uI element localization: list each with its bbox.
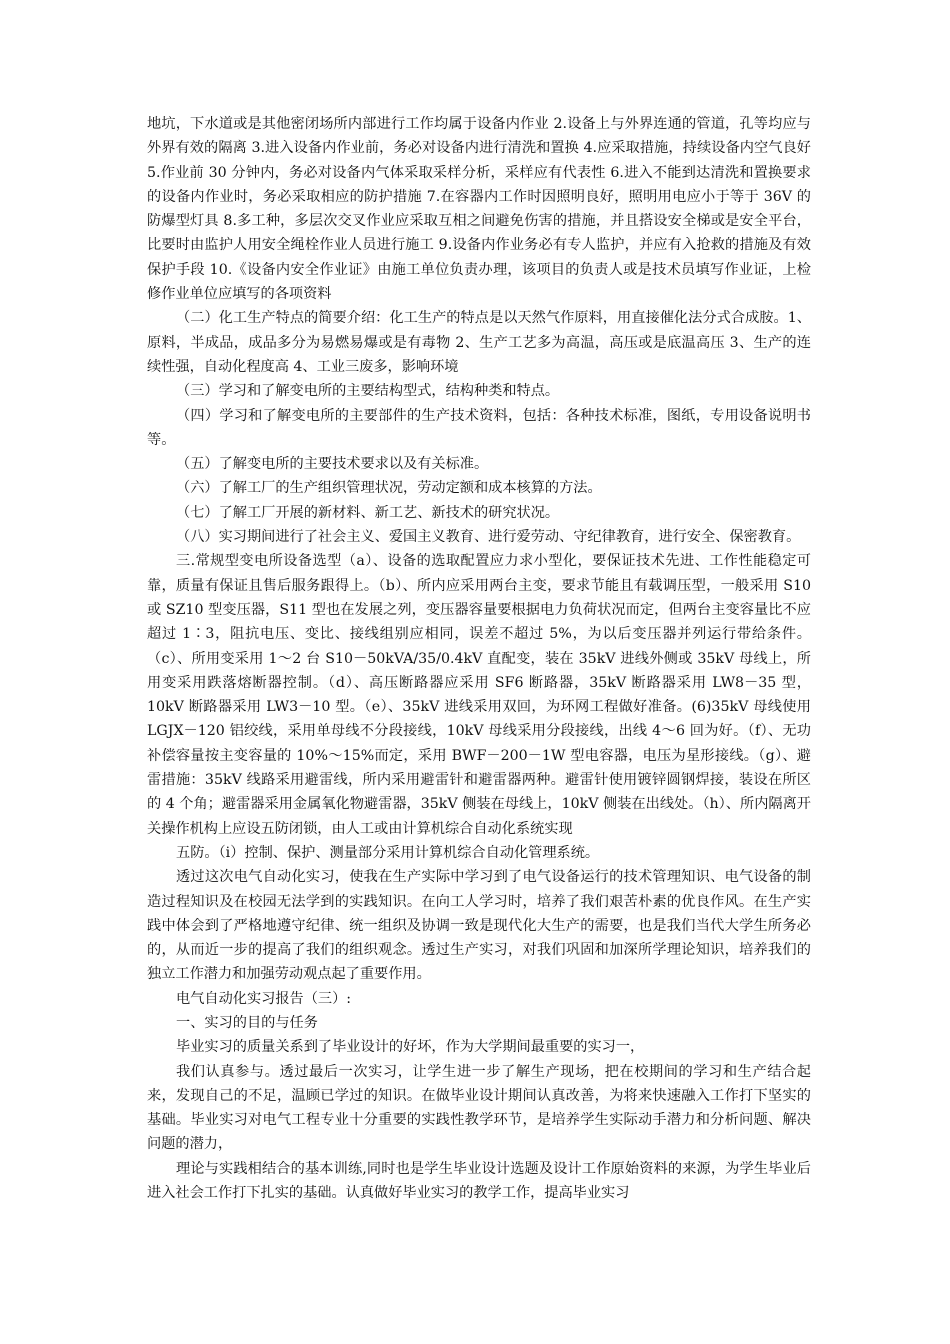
paragraph-chemical-production: （二）化工生产特点的简要介绍：化工生产的特点是以天然气作原料，用直接催化法分式合成胺。1、原料，半成品，成品多分为易燃易爆或是有毒物 2、生产工艺多为高温，高压或是底温高压 3、生产的连续性强，自动化程度高 4、工业三废多，影响环境 bbox=[147, 310, 811, 375]
paragraph-internship-summary: 透过这次电气自动化实习，使我在生产实际中学习到了电气设备运行的技术管理知识、电气设备的制造过程知识及在校园无法学到的实践知识。在向工人学习时，培养了我们艰苦朴素的优良作风。在生产实践中体会到了严格地遵守纪律、统一组织及协调一致是现代化大生产的需要，也是我们当代大学生所务必的，从而近一步的提高了我们的组织观念。透过生产实习，对我们巩固和加深所学理论知识，培养我们的独立工作潜力和加强劳动观点起了重要作用。 bbox=[147, 869, 811, 983]
paragraph-item-7: （七）了解工厂开展的新材料、新工艺、新技术的研究状况。 bbox=[176, 504, 560, 521]
paragraph-item-6: （六）了解工厂的生产组织管理状况，劳动定额和成本核算的方法。 bbox=[176, 480, 602, 497]
paragraph-five-prevention: 五防。（i）控制、保护、测量部分采用计算机综合自动化管理系统。 bbox=[176, 844, 600, 861]
paragraph-item-5: （五）了解变电所的主要技术要求以及有关标准。 bbox=[176, 456, 489, 473]
paragraph-item-4: （四）学习和了解变电所的主要部件的生产技术资料，包括：各种技术标准，图纸，专用设备说明书等。 bbox=[147, 407, 811, 448]
document-body bbox=[147, 112, 811, 1205]
paragraph-participation: 我们认真参与。透过最后一次实习，让学生进一步了解生产现场，把在校期间的学习和生产结合起来，发现自己的不足，温顾已学过的知识。在做毕业设计期间认真改善，为将来快速融入工作打下坚实的基础。毕业实习对电气工程专业十分重要的实践性教学环节，是培养学生实际动手潜力和分析问题、解决问题的潜力， bbox=[147, 1063, 811, 1153]
section-heading-report-3: 电气自动化实习报告（三）: bbox=[176, 990, 352, 1007]
paragraph-item-3: （三）学习和了解变电所的主要结构型式，结构种类和特点。 bbox=[176, 383, 560, 400]
paragraph-equipment-selection: 三.常规型变电所设备选型（a）、设备的选取配置应力求小型化，要保证技术先进、工作性能稳定可靠，质量有保证且售后服务跟得上。（b）、所内应采用两台主变，要求节能且有载调压型，一般采用 S10 或 SZ10 型变压器，S11 型也在发展之列，变压器容量要根据电力负荷状况而定，但两台主变容量比不应超过 1∶3，阻抗电压、变比、接线组别应相同，误差不超过 5%，为以后变压器并列运行带给条件。（c）、所用变采用 1～2 台 S10－50kVA/35/0.4kV 直配变，装在 35kV 进线外侧或 35kV 母线上，所用变采用跌落熔断器控制。（d）、高压断路器应采用 SF6 断路器，35kV 断路器采用 LW8－35 型，10kV 断路器采用 LW3－10 型。（e）、35kV 进线采用双回，为环网工程做好准备。(6)35kV 母线使用 LGJX－120 铝绞线，采用单母线不分段接线，10kV 母线采用分段接线，出线 4～6 回为好。（f）、无功补偿容量按主变容量的 10%～15%而定，采用 BWF－200－1W 型电容器，电压为星形接线。（g）、避雷措施：35kV 线路采用避雷线，所内采用避雷针和避雷器两种。避雷针使用镀锌圆钢焊接，装设在所区的 4 个角；避雷器采用金属氧化物避雷器，35kV 侧装在母线上，10kV 侧装在出线处。（h）、所内隔离开关操作机构上应设五防闭锁，由人工或由计算机综合自动化系统实现 bbox=[147, 553, 811, 837]
paragraph-theory-practice: 理论与实践相结合的基本训练,同时也是学生毕业设计选题及设计工作原始资料的来源，为学生毕业后进入社会工作打下扎实的基础。认真做好毕业实习的教学工作，提高毕业实习 bbox=[147, 1160, 811, 1202]
paragraph-item-8: （八）实习期间进行了社会主义、爱国主义教育、进行爱劳动、守纪律教育，进行安全、保密教育。 bbox=[176, 529, 801, 546]
paragraph-graduation-internship: 毕业实习的质量关系到了毕业设计的好坏，作为大学期间最重要的实习一， bbox=[176, 1039, 645, 1056]
paragraph-safety-rules: 地坑，下水道或是其他密闭场所内部进行工作均属于设备内作业 2.设备上与外界连通的管道，孔等均应与外界有效的隔离 3.进入设备内作业前，务必对设备内进行清洗和置换 4.应采取措施，持续设备内空气良好 5.作业前 30 分钟内，务必对设备内气体采取采样分析，采样应有代表性 6.进入不能到达清洗和置换要求的设备内作业时，务必采取相应的防护措施 7.在容器内工作时因照明良好，照明用电应小于等于 36V 的防爆型灯具 8.多工种，多层次交叉作业应采取互相之间避免伤害的措施，并且搭设安全梯或是安全平台，比要时由监护人用安全绳栓作业人员进行施工 9.设备内作业务必有专人监护，并应有入抢救的措施及有效保护手段 10.《设备内安全作业证》由施工单位负责办理，该项目的负责人或是技术员填写作业证，上检修作业单位应填写的各项资料 bbox=[147, 116, 811, 303]
section-heading-purpose: 一、实习的目的与任务 bbox=[176, 1014, 318, 1031]
